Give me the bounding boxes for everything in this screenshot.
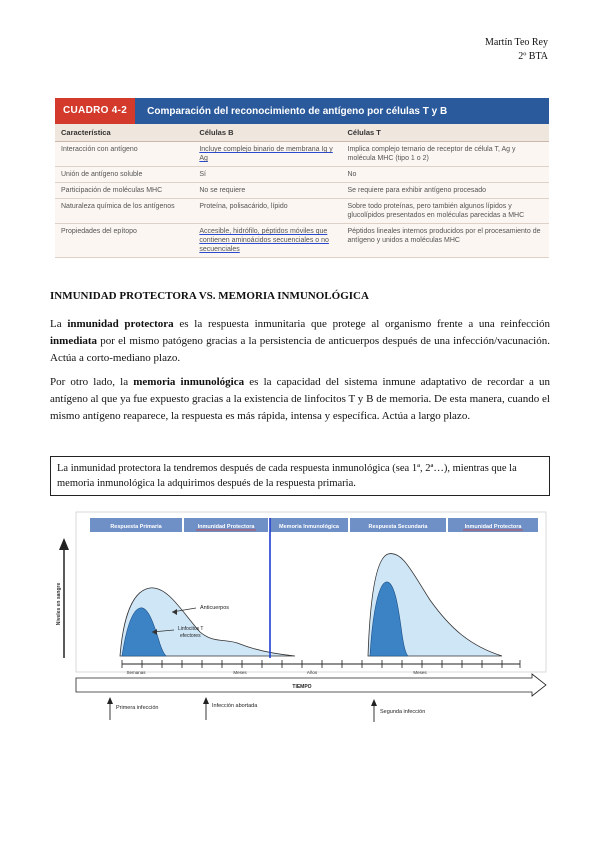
table-row [55, 224, 549, 258]
table-cell: Péptidos lineales internos producidos por el procesamiento de antígeno y unidos a moléculas MHC [342, 224, 550, 258]
table-label: CUADRO 4-2 [55, 98, 135, 124]
table-row [55, 142, 549, 167]
bold-term: inmediata [50, 335, 98, 347]
column-header: Células T [342, 124, 550, 142]
event-label: Primera infección [116, 705, 159, 711]
scale-label: Semanas [126, 670, 146, 675]
table-cell: Unión de antígeno soluble [55, 167, 193, 183]
scale-label: Meses [233, 670, 247, 675]
table-cell: Propiedades del epítopo [55, 224, 193, 258]
table-header-row [55, 124, 549, 142]
event-label: Segunda infección [380, 709, 426, 715]
course-label: 2º BTA [518, 51, 548, 62]
table-cell: No [342, 167, 550, 183]
scale-label: Años [306, 670, 318, 675]
paragraph-protective-immunity: La inmunidad protectora es la respuesta inmunitaria que protege al organismo frente a una reinfección inmediata por el mismo patógeno gracias a la persistencia de anticuerpos después de una infección/vacunación. Actúa a corto-mediano plazo. [50, 318, 550, 364]
curve-label-effectors: efectores [180, 633, 201, 639]
y-axis-label: Niveles en sangre [56, 582, 62, 626]
time-axis-label: TIEMPO [292, 684, 312, 690]
table-cell: Sí [193, 167, 341, 183]
phase-label: Memoria Inmunológica [279, 524, 339, 530]
table-cell: Sobre todo proteínas, pero también algunos lípidos y glucolípidos presentados en moléculas parecidas a MHC [342, 199, 550, 224]
table-row [55, 167, 549, 183]
comparison-table-figure [55, 98, 549, 258]
table-cell: Accesible, hidrófilo, péptidos móviles que contienen aminoácidos secuenciales o no secuenciales [193, 224, 341, 258]
diagram-svg [50, 508, 550, 728]
table-title-bar [55, 98, 549, 124]
y-axis-arrowhead [59, 538, 69, 550]
bold-term: memoria inmunológica [133, 376, 245, 388]
table-cell: Proteína, polisacárido, lípido [193, 199, 341, 224]
table-cell: Participación de moléculas MHC [55, 183, 193, 199]
table-cell: Implica complejo ternario de receptor de célula T, Ag y molécula MHC (tipo 1 o 2) [342, 142, 550, 167]
table-row [55, 183, 549, 199]
section-title: INMUNIDAD PROTECTORA VS. MEMORIA INMUNOLÓGICA [50, 290, 369, 302]
phase-label: Inmunidad Protectora [464, 524, 522, 530]
table-row [55, 199, 549, 224]
table-cell: Se requiere para exhibir antígeno procesado [342, 183, 550, 199]
phase-label: Inmunidad Protectora [197, 524, 255, 530]
event-arrowhead [371, 699, 377, 706]
table-cell: Interacción con antígeno [55, 142, 193, 167]
page-header [485, 36, 548, 64]
table-cell: Naturaleza química de los antígenos [55, 199, 193, 224]
table-title: Comparación del reconocimiento de antígeno por células T y B [147, 105, 448, 117]
curve-label-antibodies: Anticuerpos [200, 605, 230, 611]
scale-label: Meses [413, 670, 427, 675]
phase-label: Respuesta Primaria [110, 524, 162, 530]
table-cell: Incluye complejo binario de membrana Ig y Ag [193, 142, 341, 167]
phase-label: Respuesta Secundaria [368, 524, 428, 530]
event-arrowhead [203, 697, 209, 704]
event-arrowhead [107, 697, 113, 704]
immune-response-diagram [50, 508, 550, 728]
table-cell: No se requiere [193, 183, 341, 199]
curve-label-effectors: Linfocitos T [178, 626, 204, 632]
event-label: Infección abortada [212, 703, 258, 709]
callout-box: La inmunidad protectora la tendremos después de cada respuesta inmunológica (sea 1ª, 2ª…), mientras que la memoria inmunológica la adquirimos después de la respuesta primaria. [50, 456, 550, 496]
paragraph-immune-memory: Por otro lado, la memoria inmunológica es la capacidad del sistema inmune adaptativo de recordar a un antígeno al que ya fue expuesto gracias a la existencia de linfocitos T y B de memoria. De esta manera, cuando el mismo antígeno reaparece, la respuesta es más rápida, intensa y específica. Actúa a largo plazo. [50, 376, 550, 422]
bold-term: inmunidad protectora [67, 318, 174, 330]
author-name: Martín Teo Rey [485, 37, 548, 48]
column-header: Característica [55, 124, 193, 142]
column-header: Células B [193, 124, 341, 142]
comparison-table [55, 124, 549, 258]
